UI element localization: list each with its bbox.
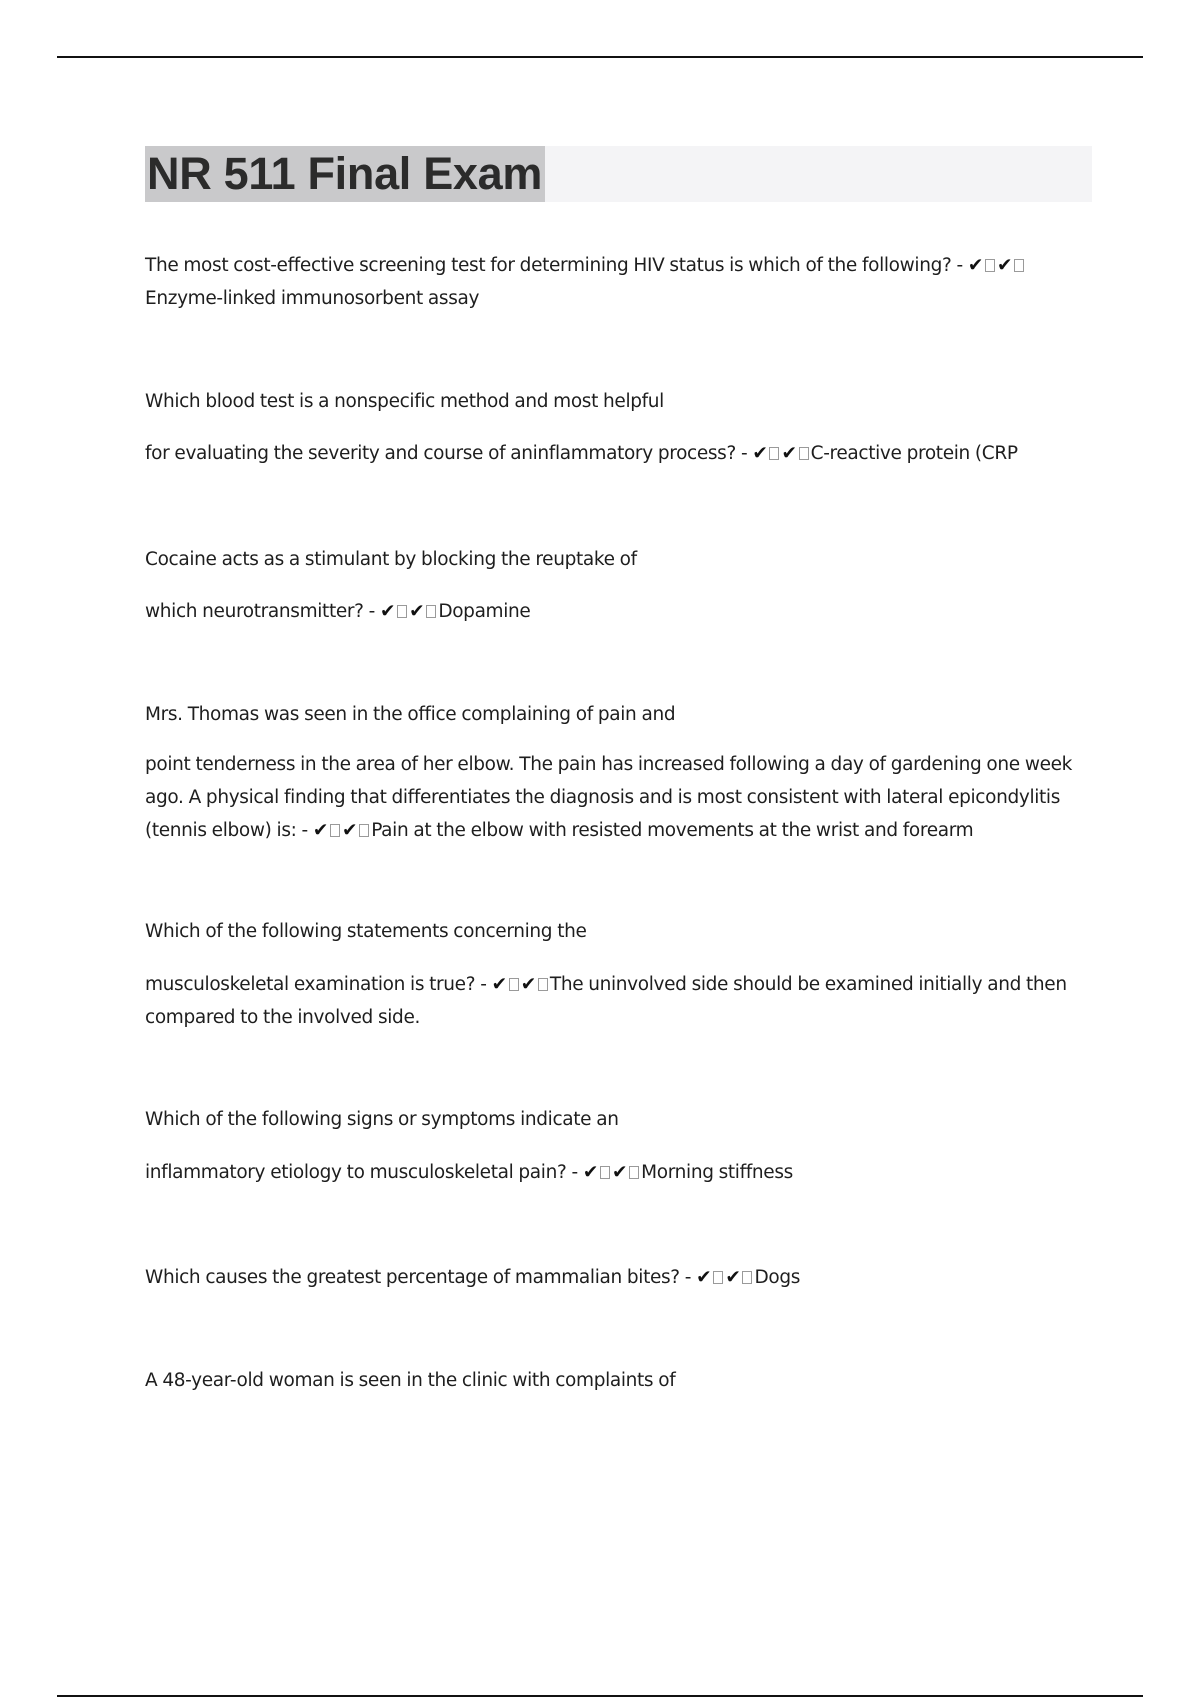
check-icon: ✔: [409, 601, 425, 622]
page-title: NR 511 Final Exam: [145, 146, 545, 202]
box-icon: [1014, 259, 1024, 272]
qa-item-5-line-1: [145, 915, 1095, 948]
check-icon: ✔: [312, 820, 329, 841]
question-text: Cocaine acts as a stimulant by blocking the reuptake of: [145, 549, 637, 570]
qa-item-8: [145, 1364, 1095, 1397]
check-icon: ✔: [997, 255, 1013, 276]
check-icon: ✔: [967, 255, 983, 276]
qa-item-2-line-1: [145, 385, 1095, 418]
answer-text: Morning stiffness: [641, 1162, 793, 1183]
check-icon: ✔: [520, 974, 536, 995]
question-text: point tenderness in the area of her elbow. The pain has increased following a day of gardening one week ago. A physical finding that differentiates the diagnosis and is most consistent with lateral epicondylitis (tennis elbow) is: -: [145, 754, 1073, 841]
qa-item-2: [145, 437, 1095, 470]
question-text: The most cost-effective screening test for determining HIV status is which of the following? -: [145, 255, 963, 276]
check-icon: ✔: [725, 1267, 741, 1288]
bottom-rule: [57, 1695, 1143, 1697]
box-icon: [629, 1166, 639, 1179]
box-icon: [769, 447, 779, 460]
answer-text: Pain at the elbow with resisted movements at the wrist and forearm: [371, 820, 974, 841]
box-icon: [397, 605, 407, 618]
check-icon: ✔: [582, 1162, 598, 1183]
qa-item-6-line-1: [145, 1103, 1095, 1136]
box-icon: [330, 824, 340, 837]
qa-item-3: [145, 595, 1095, 628]
question-text: for evaluating the severity and course of aninflammatory process? -: [145, 443, 748, 464]
check-icon: ✔: [752, 443, 768, 464]
check-icon: ✔: [696, 1267, 712, 1288]
box-icon: [600, 1166, 610, 1179]
question-text: musculoskeletal examination is true? -: [145, 974, 487, 995]
answer-text: Enzyme-linked immunosorbent assay: [145, 288, 480, 309]
box-icon: [359, 824, 369, 837]
answer-text: The uninvolved side should be examined initially and then compared to the involved side.: [145, 974, 1067, 1028]
box-icon: [538, 978, 548, 991]
box-icon: [799, 447, 809, 460]
question-text: Mrs. Thomas was seen in the office complaining of pain and: [145, 704, 676, 725]
question-text: Which causes the greatest percentage of mammalian bites? -: [145, 1267, 692, 1288]
question-text: inflammatory etiology to musculoskeletal pain? -: [145, 1162, 578, 1183]
box-icon: [509, 978, 519, 991]
check-icon: ✔: [342, 820, 358, 841]
qa-item-4: [145, 748, 1095, 847]
question-text: Which of the following statements concerning the: [145, 921, 587, 942]
qa-item-3-line-1: [145, 543, 1095, 576]
question-text: A 48-year-old woman is seen in the clinic with complaints of: [145, 1370, 676, 1391]
box-icon: [985, 259, 995, 272]
question-text: Which blood test is a nonspecific method and most helpful: [145, 391, 664, 412]
answer-text: C-reactive protein (CRP: [810, 443, 1018, 464]
answer-text: Dogs: [754, 1267, 801, 1288]
question-text: which neurotransmitter? -: [145, 601, 375, 622]
check-icon: ✔: [611, 1162, 628, 1183]
box-icon: [713, 1271, 723, 1284]
qa-item-7: [145, 1261, 1095, 1294]
answer-text: Dopamine: [438, 601, 531, 622]
question-text: Which of the following signs or symptoms indicate an: [145, 1109, 619, 1130]
box-icon: [742, 1271, 752, 1284]
qa-item-5: [145, 968, 1095, 1034]
qa-item-1: [145, 249, 1095, 315]
qa-item-6: [145, 1156, 1095, 1189]
check-icon: ✔: [491, 974, 507, 995]
box-icon: [426, 605, 436, 618]
top-rule: [57, 56, 1143, 58]
check-icon: ✔: [380, 601, 396, 622]
check-icon: ✔: [781, 443, 797, 464]
qa-item-4-line-1: [145, 698, 1095, 731]
